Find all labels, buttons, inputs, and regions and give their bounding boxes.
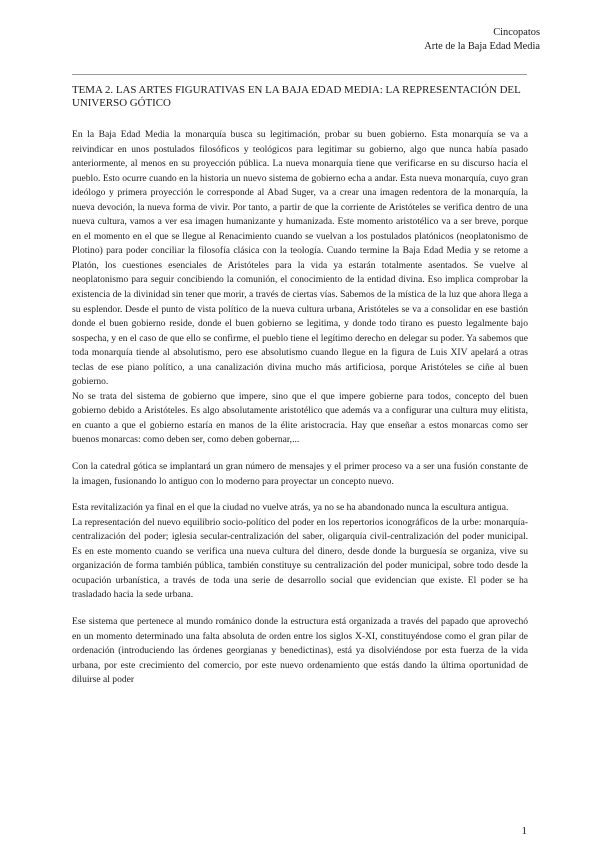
paragraph: No se trata del sistema de gobierno que impere, sino que el que impere gobierne para todos, concepto del buen gobierno debido a Aristóteles. Es algo absolutamente aristotélico que además va a configurar una cultura muy elitista, en cuanto a que el gobierno estaría en manos de la élite aristocracia. Hay que enseñar a estos monarcas como ser buenos monarcas: como deben ser, como deben gobernar,... bbox=[72, 390, 528, 446]
header-author: Cincopatos bbox=[493, 27, 540, 38]
paragraph: La representación del nuevo equilibrio socio-político del poder en los repertorios iconográficos de la urbe: monarquía-centralización del poder; iglesia secular-centralización del saber, oligarquía civil-centralización del poder municipal. Es en este momento cuando se verifica una nueva cultura del dinero, desde donde la burguesía se organiza, vive su organización de forma también pública, también constituye su centralización del poder municipal, sobre todo desde la ocupación urbanística, a través de toda una serie de desarrollo social que evidencian que existe. El poder se ha trasladado hacia la sede urbana. bbox=[72, 516, 528, 601]
header-divider bbox=[72, 74, 527, 75]
paragraph: Ese sistema que pertenece al mundo románico donde la estructura está organizada a través del papado que aprovechó en un momento determinado una falta absoluta de orden entre los siglos X-XI, constituyéndose como el gran pilar de ordenación (introduciendo las órdenes georgianas y benedictinas), está ya disolviéndose por esta fuerza de la vida urbana, por este crecimiento del comercio, por este nuevo ordenamiento que estás dando la última oportunidad de diluirse al poder bbox=[72, 615, 528, 686]
paragraph: Con la catedral gótica se implantará un gran número de mensajes y el primer proceso va a ser una fusión constante de la imagen, fusionando lo antiguo con lo moderno para proyectar un concepto nuevo. bbox=[72, 461, 528, 487]
paragraph: Esta revitalización ya final en el que la ciudad no vuelve atrás, ya no se ha abandonado nunca la escultura antigua. bbox=[72, 502, 509, 514]
page-number: 1 bbox=[521, 825, 527, 837]
paragraph: En la Baja Edad Media la monarquía busca su legitimación, probar su buen gobierno. Esta monarquía se va a reivindicar en unos postulados filosóficos y teológicos para legitimar su gobierno, algo que nunca había pasado anteriormente, al menos en su proyección pública. La nueva monarquía tiene que verificarse en su discurso hacia el pueblo. Esto ocurre cuando en la historia un nuevo sistema de gobierno echa a andar. Esta nueva monarquía, cuyo gran ideólogo y primera proyección le corresponde al Abad Suger, va a crear una imagen redentora de la monarquía, la nueva devoción, la nueva forma de vivir. Por tanto, a partir de que la corriente de Aristóteles se verifica dentro de una nueva cultura, vamos a ver esa imagen humanizante y humanizada. Este momento aristotélico va a ser breve, porque en el momento en el que se llegue al Renacimiento cuando se vuelvan a los postulados platónicos (neoplatonismo de Plotino) para poder conciliar la filosofía clásica con la teología. Cuando termine la Baja Edad Media y se retome a Platón, los cuestiones esenciales de Aristóteles para la vida ya estarán totalmente asentados. Se vuelve al neoplatonismo para seguir concibiendo la comunión, el conocimiento de la entidad divina. Eso implica comprobar la existencia de la divinidad sin tener que morir, a través de ciertas vías. Sabemos de la mística de la luz que ahora llega a su esplendor. Desde el punto de vista político de la nueva cultura urbana, Aristóteles se va a consolidar en ese bastión donde el buen gobierno reside, donde el buen gobierno se legitima, y donde todo tirano es puesto legalmente bajo sospecha, y en el caso de que ello se confirme, el pueblo tiene el legítimo derecho en delegar su poder. Ya sabemos que toda monarquía tiende al absolutismo, pero ese absolutismo cuando llegue en la figura de Luis XIV apelará a otras teclas de ese piano político, a una canalización divina mucho más artificiosa, porque Aristóteles se ciñe al buen gobierno. bbox=[72, 129, 528, 388]
document-body bbox=[72, 128, 528, 688]
header-course: Arte de la Baja Edad Media bbox=[424, 41, 540, 52]
page-header bbox=[424, 26, 540, 54]
document-title: TEMA 2. LAS ARTES FIGURATIVAS EN LA BAJA EDAD MEDIA: LA REPRESENTACIÓN DEL UNIVERSO GÓTICO bbox=[72, 84, 521, 109]
